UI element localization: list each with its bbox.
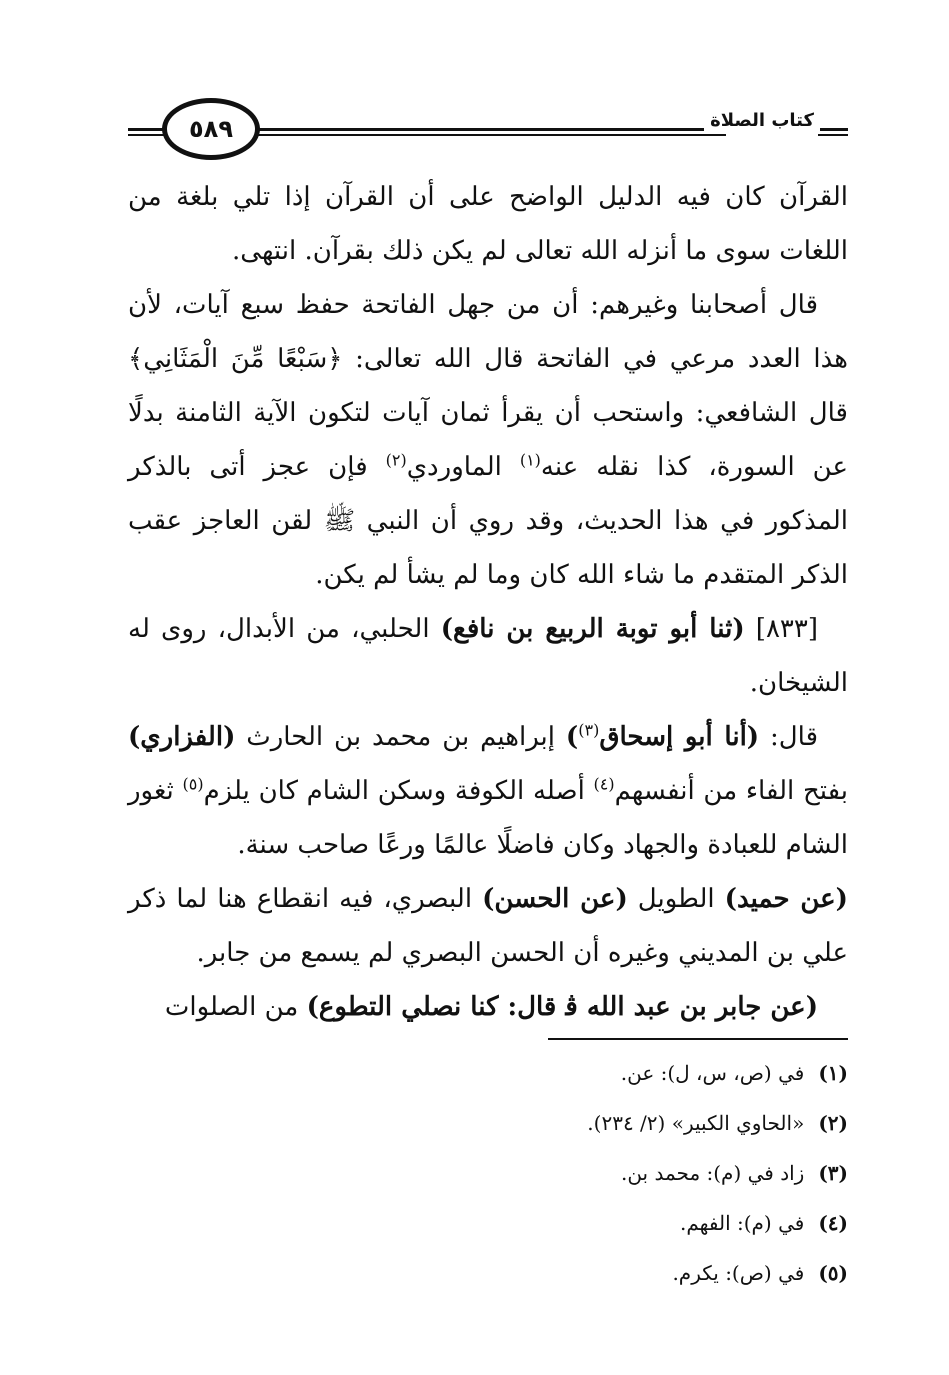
- footnote-4: [128, 1198, 848, 1248]
- footnote-ref-2[interactable]: (٢): [385, 450, 407, 470]
- paragraph-2-mid: الماوردي: [406, 452, 520, 482]
- footnote-number: (٢): [818, 1111, 848, 1135]
- footnote-number: (١): [818, 1061, 848, 1085]
- paragraph-6-end: من الصلوات: [164, 992, 307, 1022]
- paragraph-6: [128, 980, 848, 1034]
- paragraph-5-mid: الطويل: [627, 884, 725, 914]
- footnote-ref-4[interactable]: (٤): [593, 774, 615, 794]
- paragraph-3-bold: (ثنا أبو توبة الربيع بن نافع): [440, 614, 745, 644]
- footnote-number: (٥): [818, 1261, 848, 1285]
- paragraph-5-bold-2: (عن الحسن): [482, 884, 628, 914]
- header-rule-left-thin: [128, 134, 164, 136]
- footnote-divider: [548, 1038, 848, 1040]
- paragraph-4-bold-2: (الفزاري): [128, 722, 236, 752]
- page-header: [128, 92, 848, 172]
- paragraph-2-text: قال أصحابنا وغيرهم: أن من جهل الفاتحة حفظ سبع آيات، لأن هذا العدد مرعي في الفاتحة قال الله تعالى: ﴿سَبْعًا مِّنَ الْمَثَانِي﴾ قال الشافعي: واستحب أن يقرأ ثمان آيات لتكون الآية الثامنة بدلًا عن السورة، كذا نقله عنه: [128, 290, 848, 482]
- paragraph-4-mid: إبراهيم بن محمد بن الحارث: [235, 722, 566, 752]
- header-rule-middle-thin: [256, 134, 726, 136]
- header-rule-middle: [256, 128, 726, 131]
- paragraph-5-bold-1: (عن حميد): [724, 884, 848, 914]
- paragraph-1-text: القرآن كان فيه الدليل الواضح على أن القرآن إذا تلي بلغة من اللغات سوى ما أنزله الله تعالى لم يكن ذلك بقرآن. انتهى.: [128, 182, 849, 266]
- paragraph-4-mid-2: بفتح الفاء من أنفسهم: [614, 776, 849, 806]
- footnote-ref-1[interactable]: (١): [519, 450, 541, 470]
- footnotes: [128, 1048, 848, 1298]
- paragraph-5-end: البصري، فيه انقطاع هنا لما ذكر علي بن المديني وغيره أن الحسن البصري لم يسمع من جابر.: [128, 884, 848, 968]
- footnote-number: (٣): [818, 1161, 848, 1185]
- footnote-1: [128, 1048, 848, 1098]
- paragraph-4-bold-close: ): [565, 722, 579, 752]
- footnote-text: زاد في (م): محمد بن.: [620, 1161, 805, 1185]
- main-text: [128, 170, 848, 1034]
- page-number-oval: [162, 98, 260, 160]
- hadith-number: [٨٣٣]: [744, 614, 818, 644]
- footnote-3: [128, 1148, 848, 1198]
- paragraph-3: [128, 602, 848, 710]
- footnote-2: [128, 1098, 848, 1148]
- footnote-text: في (ص، س، ل): عن.: [620, 1061, 805, 1085]
- header-rule-left: [128, 128, 164, 131]
- paragraph-2-end: فإن عجز أتى بالذكر المذكور في هذا الحديث، وقد روي أن النبي ﷺ لقن العاجز عقب الذكر المتقدم ما شاء الله كان وما لم يشأ لم يكن.: [128, 452, 848, 590]
- footnote-text: «الحاوي الكبير» (٢/ ٢٣٤).: [587, 1111, 805, 1135]
- footnote-ref-5[interactable]: (٥): [182, 774, 204, 794]
- paragraph-5: [128, 872, 848, 980]
- header-rule-right-thin: [818, 134, 848, 136]
- footnote-5: [128, 1248, 848, 1298]
- paragraph-6-bold: (عن جابر بن عبد الله ﭬ قال: كنا نصلي التطوع): [306, 992, 818, 1022]
- paragraph-3-text: الحلبي، من الأبدال، روى له الشيخان.: [128, 614, 848, 698]
- paragraph-4-end: ثغور الشام للعبادة والجهاد وكان فاضلًا عالمًا ورعًا صاحب سنة.: [128, 776, 848, 860]
- footnote-number: (٤): [818, 1211, 848, 1235]
- paragraph-4: [128, 710, 848, 872]
- paragraph-2: [128, 278, 848, 602]
- paragraph-4-bold-1: (أنا أبو إسحاق: [599, 722, 760, 752]
- footnote-text: في (ص): يكرم.: [672, 1261, 805, 1285]
- paragraph-1: [128, 170, 848, 278]
- page-number: ٥٨٩: [189, 115, 233, 143]
- chapter-title: كتاب الصلاة: [704, 110, 820, 131]
- footnote-ref-3[interactable]: (٣): [578, 720, 600, 740]
- footnote-text: في (م): الفهم.: [679, 1211, 805, 1235]
- header-rule-right: [818, 128, 848, 131]
- paragraph-4-mid-3: أصله الكوفة وسكن الشام كان يلزم: [203, 776, 594, 806]
- paragraph-4-start: قال:: [759, 722, 819, 752]
